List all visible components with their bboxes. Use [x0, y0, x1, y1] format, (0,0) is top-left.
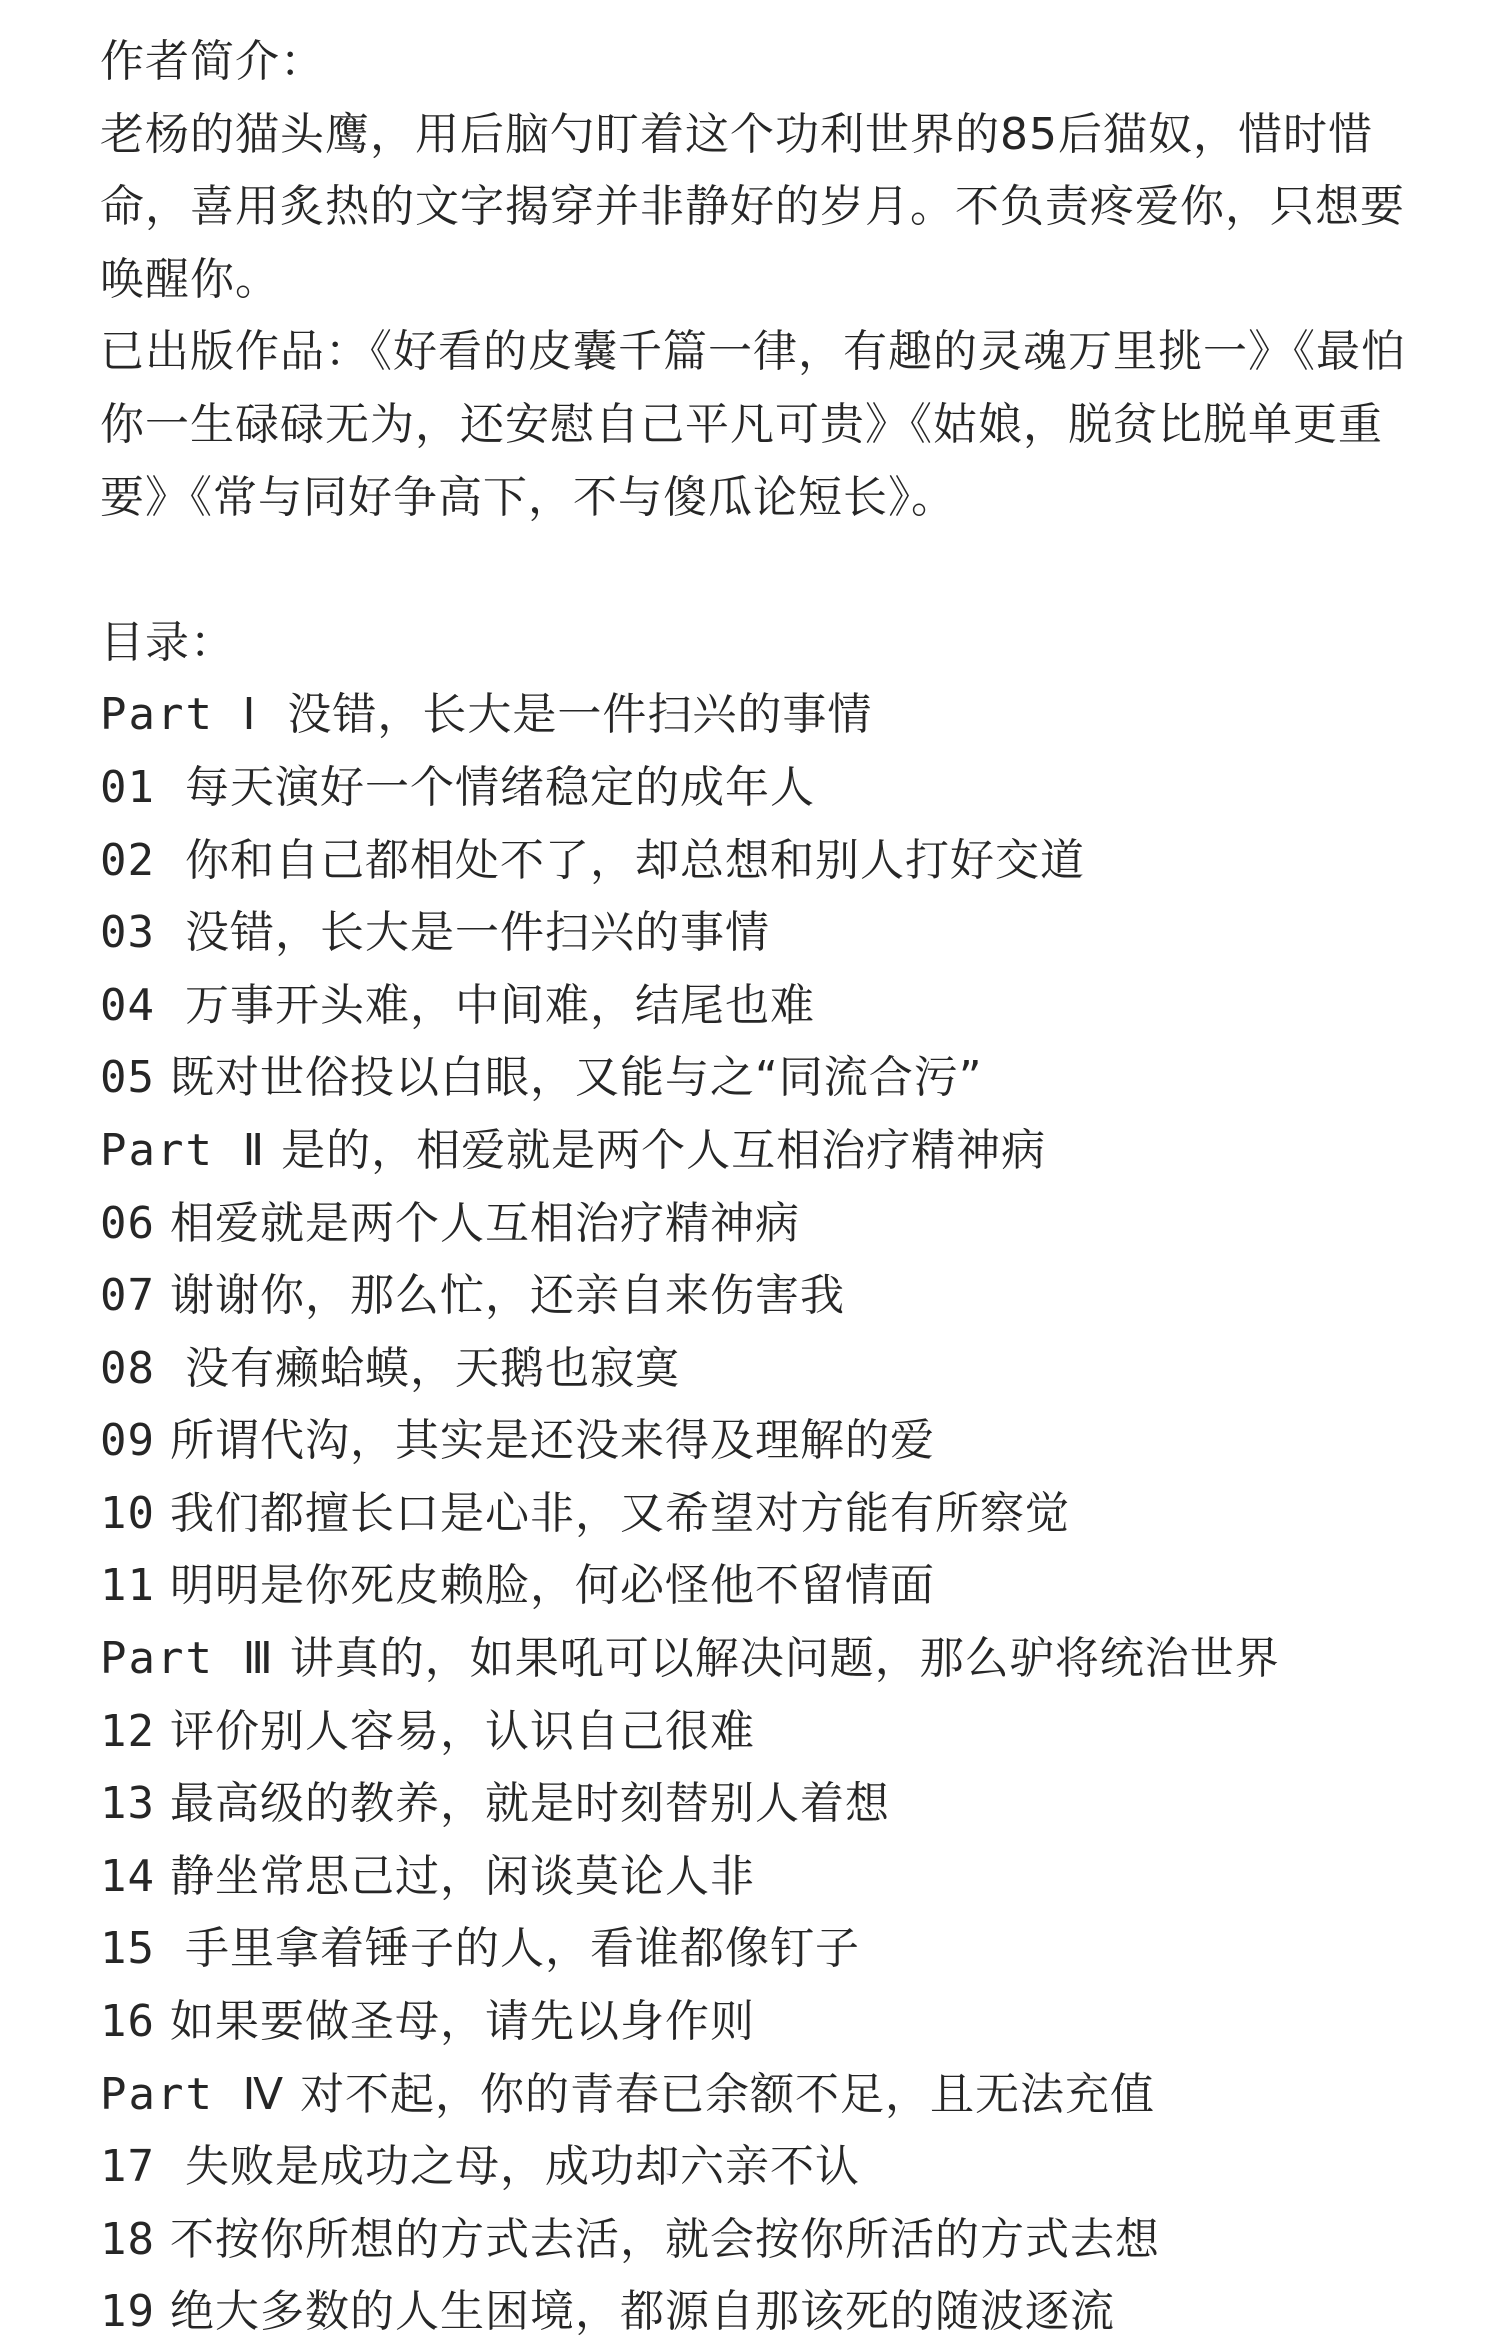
chapter-title: 手里拿着锤子的人，看谁都像钉子	[184, 1923, 860, 1975]
chapter-number: 10	[100, 1487, 155, 1539]
part-title: 讲真的，如果吼可以解决问题，那么驴将统治世界	[289, 1633, 1280, 1685]
published-works: 已出版作品：《好看的皮囊千篇一律，有趣的灵魂万里挑一》《最怕你一生碌碌无为，还安慰自己平凡可贵》《姑娘，脱贫比脱单更重要》《常与同好争高下，不与傻瓜论短长》。	[100, 326, 1406, 523]
toc-separator	[155, 907, 185, 958]
chapter-title: 万事开头难，中间难，结尾也难	[184, 979, 815, 1031]
chapter-title: 没有癞蛤蟆，天鹅也寂寞	[184, 1342, 680, 1394]
chapter-number: 02	[100, 834, 155, 886]
chapter-title: 每天演好一个情绪稳定的成年人	[184, 761, 815, 813]
chapter-title: 我们都擅长口是心非，又希望对方能有所察觉	[169, 1487, 1070, 1539]
chapter-title: 最高级的教养，就是时刻替别人着想	[169, 1778, 890, 1830]
toc-separator	[155, 1415, 170, 1466]
toc-separator	[155, 2214, 170, 2265]
part-label: Part Ⅲ	[100, 1633, 275, 1685]
chapter-title: 明明是你死皮赖脸，何必怪他不留情面	[169, 1560, 935, 1612]
chapter-title: 没错，长大是一件扫兴的事情	[184, 907, 770, 959]
toc-entry	[100, 1696, 1430, 1769]
toc-separator	[155, 1706, 170, 1757]
chapter-title: 所谓代沟，其实是还没来得及理解的爱	[169, 1415, 935, 1467]
toc-entry	[100, 1768, 1430, 1841]
toc-separator	[155, 2141, 185, 2192]
toc-separator	[155, 1778, 170, 1829]
chapter-title: 静坐常思己过，闲谈莫论人非	[169, 1850, 755, 1902]
chapter-title: 如果要做圣母，请先以身作则	[169, 1996, 755, 2048]
part-label: Part Ⅰ	[100, 689, 258, 741]
chapter-number: 15	[100, 1923, 155, 1975]
chapter-title: 你和自己都相处不了，却总想和别人打好交道	[184, 834, 1085, 886]
toc-entry	[100, 1986, 1430, 2059]
part-label: Part Ⅱ	[100, 1124, 267, 1176]
author-section	[100, 26, 1430, 534]
toc-entry	[100, 2204, 1430, 2277]
toc-section	[100, 607, 1430, 2349]
toc-separator	[155, 1270, 170, 1321]
toc-entry	[100, 1913, 1430, 1986]
part-label: Part Ⅳ	[100, 2068, 286, 2120]
chapter-number: 06	[100, 1197, 155, 1249]
chapter-title: 评价别人容易，认识自己很难	[169, 1705, 755, 1757]
toc-entry	[100, 970, 1430, 1043]
toc-separator	[155, 1560, 170, 1611]
chapter-title: 失败是成功之母，成功却六亲不认	[184, 2141, 860, 2193]
chapter-number: 07	[100, 1270, 155, 1322]
toc-entry	[100, 1333, 1430, 1406]
author-heading: 作者简介：	[100, 36, 325, 87]
chapter-number: 08	[100, 1342, 155, 1394]
chapter-number: 18	[100, 2213, 155, 2265]
toc-separator	[155, 762, 185, 813]
toc-entry	[100, 1478, 1430, 1551]
chapter-title: 既对世俗投以白眼，又能与之“同流合污”	[169, 1052, 983, 1104]
toc-entry	[100, 752, 1430, 825]
chapter-number: 19	[100, 2286, 155, 2338]
toc-list	[100, 679, 1430, 2349]
toc-part-heading	[100, 679, 1430, 752]
toc-heading: 目录：	[100, 616, 235, 668]
toc-part-heading	[100, 1115, 1430, 1188]
toc-separator	[155, 835, 185, 886]
toc-entry	[100, 2276, 1430, 2349]
chapter-number: 05	[100, 1052, 155, 1104]
toc-separator	[155, 980, 185, 1031]
chapter-number: 01	[100, 761, 155, 813]
author-bio: 老杨的猫头鹰，用后脑勺盯着这个功利世界的85后猫奴，惜时惜命，喜用炙热的文字揭穿并非静好的岁月。不负责疼爱你，只想要唤醒你。	[100, 108, 1405, 305]
chapter-title: 绝大多数的人生困境，都源自那该死的随波逐流	[169, 2286, 1115, 2338]
chapter-title: 不按你所想的方式去活，就会按你所活的方式去想	[169, 2213, 1160, 2265]
toc-entry	[100, 1188, 1430, 1261]
toc-entry	[100, 1550, 1430, 1623]
toc-separator	[155, 1851, 170, 1902]
part-title: 对不起，你的青春已余额不足，且无法充值	[300, 2068, 1156, 2120]
toc-separator	[155, 1488, 170, 1539]
chapter-number: 11	[100, 1560, 155, 1612]
toc-separator	[155, 1343, 185, 1394]
toc-entry	[100, 1405, 1430, 1478]
toc-separator	[266, 1125, 281, 1176]
toc-separator	[155, 1996, 170, 2047]
chapter-number: 09	[100, 1415, 155, 1467]
toc-entry	[100, 1260, 1430, 1333]
toc-part-heading	[100, 2059, 1430, 2132]
chapter-number: 16	[100, 1996, 155, 2048]
toc-separator	[155, 1052, 170, 1103]
toc-separator	[275, 1633, 290, 1684]
chapter-number: 14	[100, 1850, 155, 1902]
toc-entry	[100, 2131, 1430, 2204]
chapter-number: 04	[100, 979, 155, 1031]
section-spacer	[100, 534, 1430, 607]
chapter-number: 17	[100, 2141, 155, 2193]
toc-separator	[155, 2286, 170, 2337]
toc-entry	[100, 1841, 1430, 1914]
part-title: 没错，长大是一件扫兴的事情	[287, 689, 873, 741]
toc-part-heading	[100, 1623, 1430, 1696]
chapter-number: 12	[100, 1705, 155, 1757]
chapter-number: 13	[100, 1778, 155, 1830]
chapter-number: 03	[100, 907, 155, 959]
part-title: 是的，相爱就是两个人互相治疗精神病	[281, 1124, 1047, 1176]
chapter-title: 相爱就是两个人互相治疗精神病	[169, 1197, 800, 1249]
chapter-title: 谢谢你，那么忙，还亲自来伤害我	[169, 1270, 845, 1322]
toc-entry	[100, 1042, 1430, 1115]
toc-entry	[100, 825, 1430, 898]
toc-separator	[257, 689, 287, 740]
toc-entry	[100, 897, 1430, 970]
toc-separator	[155, 1198, 170, 1249]
toc-separator	[155, 1923, 185, 1974]
document-page	[100, 26, 1430, 2349]
toc-separator	[285, 2069, 300, 2120]
